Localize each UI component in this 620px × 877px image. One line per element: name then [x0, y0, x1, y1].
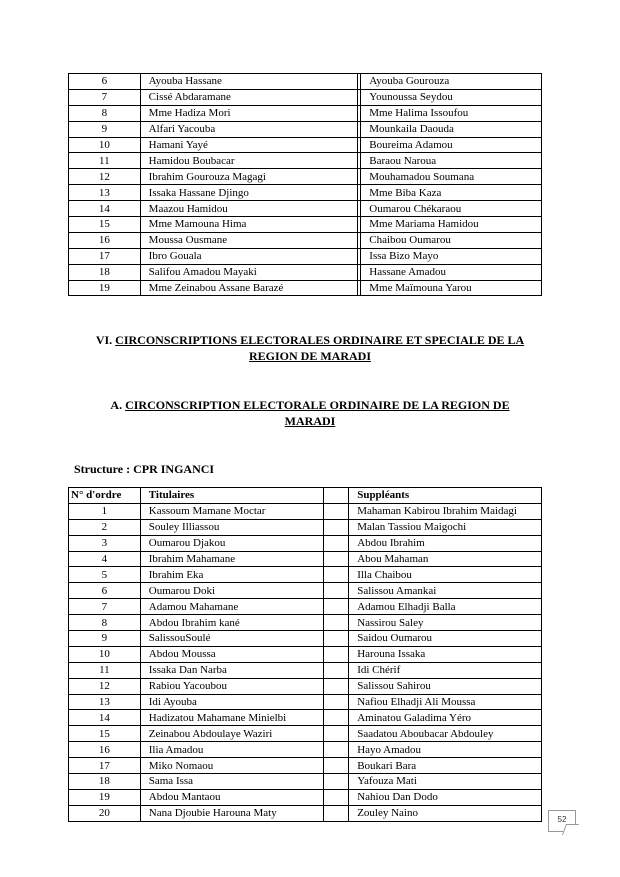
- titulaire-cell: Alfari Yacouba: [140, 121, 358, 137]
- spacer-cell: [324, 694, 349, 710]
- order-number-cell: 10: [69, 137, 141, 153]
- table-row: [69, 280, 542, 296]
- spacer-cell: [324, 503, 349, 519]
- table-row: [69, 535, 542, 551]
- spacer-cell: [324, 758, 349, 774]
- spacer-cell: [324, 599, 349, 615]
- section-vi-heading: [0, 332, 620, 364]
- titulaire-cell: Hamidou Boubacar: [140, 153, 358, 169]
- suppleant-cell: Mme Biba Kaza: [361, 185, 542, 201]
- spacer-cell: [324, 662, 349, 678]
- spacer-cell: [324, 774, 349, 790]
- order-number-cell: 8: [69, 615, 141, 631]
- table-row: [69, 89, 542, 105]
- titulaire-cell: Abdou Moussa: [140, 646, 324, 662]
- spacer-cell: [324, 583, 349, 599]
- order-number-cell: 14: [69, 201, 141, 217]
- titulaire-cell: Mme Hadiza Mori: [140, 105, 358, 121]
- order-number-cell: 20: [69, 805, 141, 821]
- suppleant-cell: Mme Mariama Hamidou: [361, 217, 542, 233]
- titulaire-cell: Oumarou Djakou: [140, 535, 324, 551]
- suppleant-cell: Abdou Ibrahim: [349, 535, 542, 551]
- order-number-cell: 16: [69, 232, 141, 248]
- spacer-cell: [324, 789, 349, 805]
- order-number-cell: 9: [69, 121, 141, 137]
- table-row: [69, 599, 542, 615]
- structure-label: Structure : CPR INGANCI: [74, 462, 215, 476]
- order-number-cell: 14: [69, 710, 141, 726]
- titulaire-cell: Hamani Yayé: [140, 137, 358, 153]
- spacer-cell: [324, 710, 349, 726]
- table-row: [69, 74, 542, 90]
- section-vi-title-line2: REGION DE MARADI: [248, 349, 371, 363]
- table-row: [69, 662, 542, 678]
- order-number-cell: 7: [69, 599, 141, 615]
- titulaire-cell: Kassoum Mamane Moctar: [140, 503, 324, 519]
- order-number-cell: 7: [69, 89, 141, 105]
- titulaire-cell: Ibro Gouala: [140, 248, 358, 264]
- section-a-prefix: A.: [110, 398, 126, 412]
- titulaire-cell: Mme Zeinabou Assane Barazé: [140, 280, 358, 296]
- suppleant-cell: Saidou Oumarou: [349, 631, 542, 647]
- titulaire-cell: Souley Illiassou: [140, 519, 324, 535]
- titulaire-cell: Ibrahim Eka: [140, 567, 324, 583]
- suppleant-cell: Boukari Bara: [349, 758, 542, 774]
- order-number-cell: 11: [69, 153, 141, 169]
- titulaire-cell: Oumarou Doki: [140, 583, 324, 599]
- suppleant-cell: Younoussa Seydou: [361, 89, 542, 105]
- table-row: [69, 137, 542, 153]
- spacer-cell: [324, 551, 349, 567]
- page-number: 52: [548, 810, 576, 832]
- titulaire-cell: Issaka Dan Narba: [140, 662, 324, 678]
- order-number-cell: 9: [69, 631, 141, 647]
- table-row: [69, 774, 542, 790]
- order-number-cell: 6: [69, 583, 141, 599]
- titulaire-cell: Cissé Abdaramane: [140, 89, 358, 105]
- suppleant-cell: Oumarou Chékaraou: [361, 201, 542, 217]
- order-number-cell: 3: [69, 535, 141, 551]
- suppleant-cell: Idi Chérif: [349, 662, 542, 678]
- suppleant-cell: Salissou Sahirou: [349, 678, 542, 694]
- suppleant-cell: Mouhamadou Soumana: [361, 169, 542, 185]
- suppleant-cell: Issa Bizo Mayo: [361, 248, 542, 264]
- table-row: [69, 121, 542, 137]
- titulaire-cell: Sama Issa: [140, 774, 324, 790]
- titulaire-cell: Mme Mamouna Hima: [140, 217, 358, 233]
- order-number-cell: 4: [69, 551, 141, 567]
- suppleant-cell: Hassane Amadou: [361, 264, 542, 280]
- order-number-cell: 13: [69, 694, 141, 710]
- table-row: [69, 503, 542, 519]
- suppleant-cell: Illa Chaibou: [349, 567, 542, 583]
- titulaire-cell: Ibrahim Mahamane: [140, 551, 324, 567]
- suppleant-cell: Boureima Adamou: [361, 137, 542, 153]
- titulaire-cell: Miko Nomaou: [140, 758, 324, 774]
- titulaire-cell: Ilia Amadou: [140, 742, 324, 758]
- titulaire-cell: Issaka Hassane Djingo: [140, 185, 358, 201]
- header-suppleants: Suppléants: [349, 488, 542, 504]
- table-row: [69, 551, 542, 567]
- suppleant-cell: Mahaman Kabirou Ibrahim Maidagi: [349, 503, 542, 519]
- order-number-cell: 17: [69, 758, 141, 774]
- order-number-cell: 15: [69, 217, 141, 233]
- header-titulaires: Titulaires: [140, 488, 324, 504]
- suppleant-cell: Nahiou Dan Dodo: [349, 789, 542, 805]
- suppleant-cell: Yafouza Mati: [349, 774, 542, 790]
- spacer-cell: [324, 535, 349, 551]
- spacer-cell: [324, 742, 349, 758]
- section-a-heading: [0, 397, 620, 429]
- titulaire-cell: Nana Djoubie Harouna Maty: [140, 805, 324, 821]
- suppleant-cell: Abou Mahaman: [349, 551, 542, 567]
- order-number-cell: 17: [69, 248, 141, 264]
- suppleant-cell: Mme Halima Issoufou: [361, 105, 542, 121]
- order-number-cell: 19: [69, 280, 141, 296]
- candidates-table-maradi-body: [69, 503, 542, 821]
- candidates-table-continued: [68, 73, 542, 296]
- table-row: [69, 726, 542, 742]
- spacer-cell: [324, 726, 349, 742]
- table-row: [69, 264, 542, 280]
- suppleant-cell: Nassirou Saley: [349, 615, 542, 631]
- suppleant-cell: Saadatou Aboubacar Abdouley: [349, 726, 542, 742]
- table-row: [69, 105, 542, 121]
- order-number-cell: 11: [69, 662, 141, 678]
- candidates-table-continued-body: [69, 74, 542, 296]
- order-number-cell: 5: [69, 567, 141, 583]
- order-number-cell: 19: [69, 789, 141, 805]
- table-row: [69, 694, 542, 710]
- titulaire-cell: Rabiou Yacoubou: [140, 678, 324, 694]
- spacer-cell: [324, 805, 349, 821]
- order-number-cell: 13: [69, 185, 141, 201]
- suppleant-cell: Harouna Issaka: [349, 646, 542, 662]
- suppleant-cell: Mounkaila Daouda: [361, 121, 542, 137]
- suppleant-cell: Adamou Elhadji Balla: [349, 599, 542, 615]
- section-vi-title-line1: CIRCONSCRIPTIONS ELECTORALES ORDINAIRE ET SPECIALE DE LA: [115, 333, 525, 347]
- titulaire-cell: Hadizatou Mahamane Minielbi: [140, 710, 324, 726]
- table-row: [69, 248, 542, 264]
- table-row: [69, 583, 542, 599]
- page-curl-decoration: [562, 824, 579, 835]
- order-number-cell: 15: [69, 726, 141, 742]
- table-row: [69, 789, 542, 805]
- header-spacer: [324, 488, 349, 504]
- table-row: [69, 646, 542, 662]
- titulaire-cell: Abdou Mantaou: [140, 789, 324, 805]
- titulaire-cell: Idi Ayouba: [140, 694, 324, 710]
- table-row: [69, 758, 542, 774]
- titulaire-cell: Ayouba Hassane: [140, 74, 358, 90]
- table-row: [69, 185, 542, 201]
- order-number-cell: 18: [69, 264, 141, 280]
- suppleant-cell: Nafiou Elhadji Ali Moussa: [349, 694, 542, 710]
- spacer-cell: [324, 567, 349, 583]
- titulaire-cell: Salifou Amadou Mayaki: [140, 264, 358, 280]
- order-number-cell: 10: [69, 646, 141, 662]
- table-row: [69, 153, 542, 169]
- suppleant-cell: Chaibou Oumarou: [361, 232, 542, 248]
- table-row: [69, 519, 542, 535]
- table-row: [69, 678, 542, 694]
- order-number-cell: 12: [69, 169, 141, 185]
- table-row: [69, 805, 542, 821]
- suppleant-cell: Aminatou Galadima Yéro: [349, 710, 542, 726]
- header-order-number: N° d'ordre: [69, 488, 141, 504]
- suppleant-cell: Ayouba Gourouza: [361, 74, 542, 90]
- order-number-cell: 2: [69, 519, 141, 535]
- suppleant-cell: Mme Maïmouna Yarou: [361, 280, 542, 296]
- section-a-title-line1: CIRCONSCRIPTION ELECTORALE ORDINAIRE DE LA REGION DE: [125, 398, 510, 412]
- section-vi-prefix: VI.: [95, 333, 116, 347]
- candidates-table-maradi: [68, 487, 542, 822]
- table-row: [69, 217, 542, 233]
- order-number-cell: 18: [69, 774, 141, 790]
- table-header-row: [69, 488, 542, 504]
- titulaire-cell: Zeinabou Abdoulaye Waziri: [140, 726, 324, 742]
- suppleant-cell: Malan Tassiou Maigochi: [349, 519, 542, 535]
- titulaire-cell: Abdou Ibrahim kané: [140, 615, 324, 631]
- spacer-cell: [324, 519, 349, 535]
- table-row: [69, 232, 542, 248]
- spacer-cell: [324, 646, 349, 662]
- table-row: [69, 169, 542, 185]
- table-row: [69, 631, 542, 647]
- section-a-title-line2: MARADI: [284, 414, 336, 428]
- table-row: [69, 615, 542, 631]
- titulaire-cell: Ibrahim Gourouza Magagi: [140, 169, 358, 185]
- table-row: [69, 201, 542, 217]
- order-number-cell: 8: [69, 105, 141, 121]
- spacer-cell: [324, 631, 349, 647]
- table-row: [69, 710, 542, 726]
- suppleant-cell: Hayo Amadou: [349, 742, 542, 758]
- order-number-cell: 16: [69, 742, 141, 758]
- spacer-cell: [324, 678, 349, 694]
- titulaire-cell: SalissouSoulé: [140, 631, 324, 647]
- order-number-cell: 1: [69, 503, 141, 519]
- suppleant-cell: Zouley Naino: [349, 805, 542, 821]
- titulaire-cell: Adamou Mahamane: [140, 599, 324, 615]
- order-number-cell: 6: [69, 74, 141, 90]
- titulaire-cell: Moussa Ousmane: [140, 232, 358, 248]
- suppleant-cell: Salissou Amankai: [349, 583, 542, 599]
- order-number-cell: 12: [69, 678, 141, 694]
- spacer-cell: [324, 615, 349, 631]
- titulaire-cell: Maazou Hamidou: [140, 201, 358, 217]
- table-row: [69, 567, 542, 583]
- table-row: [69, 742, 542, 758]
- suppleant-cell: Baraou Naroua: [361, 153, 542, 169]
